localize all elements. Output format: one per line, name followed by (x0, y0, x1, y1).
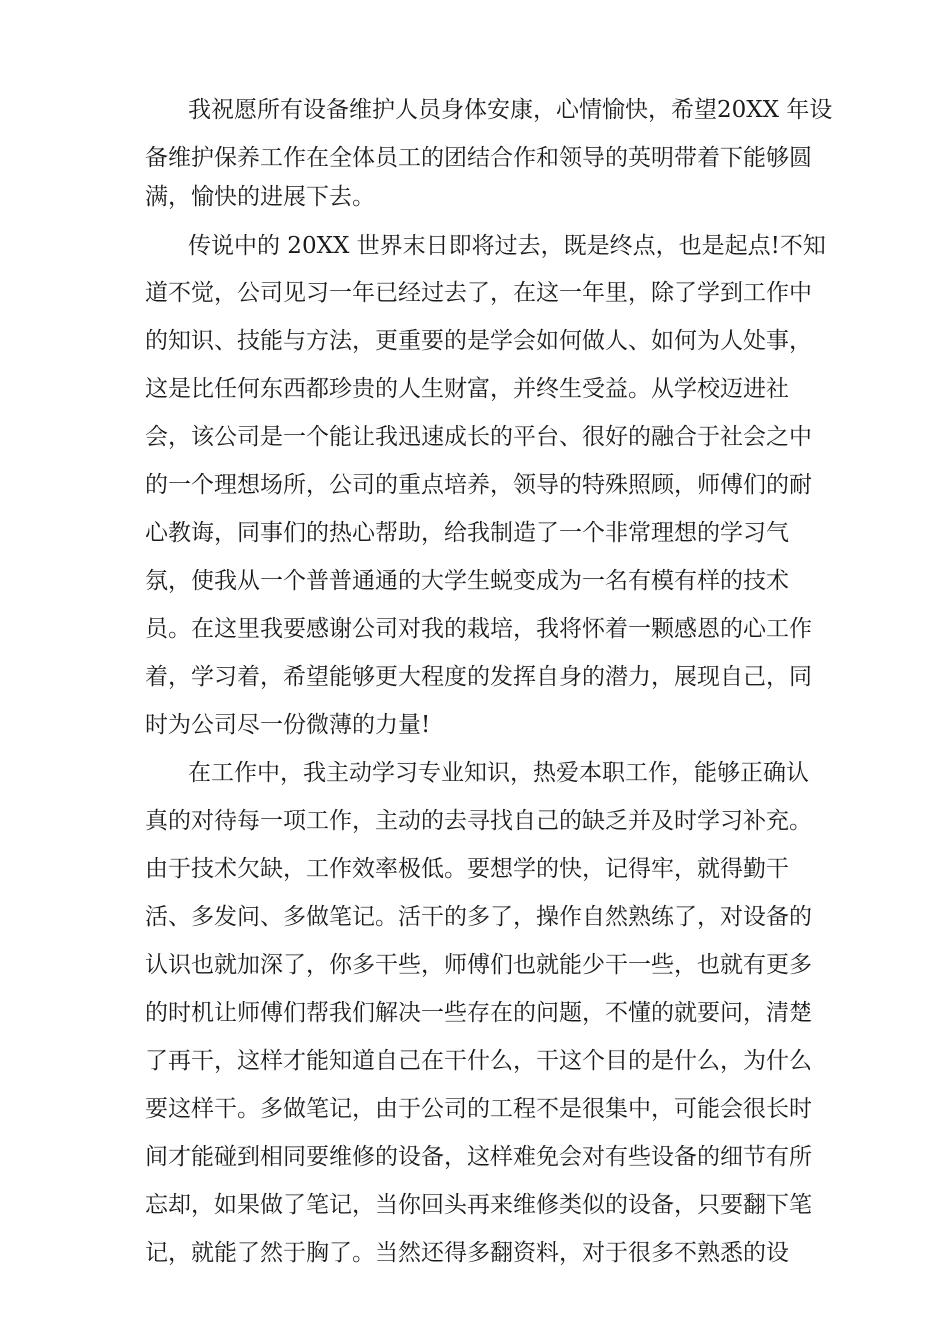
text-line: 的知识、技能与方法，更重要的是学会如何做人、如何为人处事， (145, 328, 812, 354)
text-line: 满，愉快的进展下去。 (145, 184, 375, 210)
text-line: 会，该公司是一个能让我迅速成长的平台、很好的融合于社会之中 (145, 424, 812, 450)
text-line: 忘却，如果做了笔记，当你回头再来维修类似的设备，只要翻下笔 (145, 1192, 812, 1218)
text-line: 传说中的 20XX 世界末日即将过去，既是终点，也是起点!不知 (188, 233, 826, 259)
text-line: 由于技术欠缺，工作效率极低。要想学的快，记得牢，就得勤干 (145, 856, 789, 882)
text-line: 了再干，这样才能知道自己在干什么，干这个目的是什么，为什么 (145, 1048, 812, 1074)
text-line: 的时机让师傅们帮我们解决一些存在的问题，不懂的就要问，清楚 (145, 1000, 812, 1026)
text-line: 的一个理想场所，公司的重点培养，领导的特殊照顾，师傅们的耐 (145, 472, 812, 498)
text-line: 记，就能了然于胸了。当然还得多翻资料，对于很多不熟悉的设 (145, 1240, 789, 1266)
text-line: 时为公司尽一份微薄的力量! (145, 712, 431, 738)
text-line: 要这样干。多做笔记，由于公司的工程不是很集中，可能会很长时 (145, 1096, 812, 1122)
text-line: 我祝愿所有设备维护人员身体安康，心情愉快，希望20XX 年设 (188, 97, 833, 123)
text-line: 在工作中，我主动学习专业知识，热爱本职工作，能够正确认 (188, 760, 809, 786)
text-line: 道不觉，公司见习一年已经过去了，在这一年里，除了学到工作中 (145, 280, 812, 306)
text-line: 真的对待每一项工作，主动的去寻找自己的缺乏并及时学习补充。 (145, 808, 812, 834)
text-line: 氛，使我从一个普普通通的大学生蜕变成为一名有模有样的技术 (145, 568, 789, 594)
text-line: 这是比任何东西都珍贵的人生财富，并终生受益。从学校迈进社 (145, 376, 789, 402)
text-line: 间才能碰到相同要维修的设备，这样难免会对有些设备的细节有所 (145, 1144, 812, 1170)
text-line: 着，学习着，希望能够更大程度的发挥自身的潜力，展现自己，同 (145, 664, 812, 690)
text-line: 员。在这里我要感谢公司对我的栽培，我将怀着一颗感恩的心工作 (145, 616, 812, 642)
text-line: 备维护保养工作在全体员工的团结合作和领导的英明带着下能够圆 (145, 145, 812, 171)
text-line: 活、多发问、多做笔记。活干的多了，操作自然熟练了，对设备的 (145, 904, 812, 930)
text-line: 心教诲，同事们的热心帮助，给我制造了一个非常理想的学习气 (145, 520, 789, 546)
text-line: 认识也就加深了，你多干些，师傅们也就能少干一些，也就有更多 (145, 952, 812, 978)
